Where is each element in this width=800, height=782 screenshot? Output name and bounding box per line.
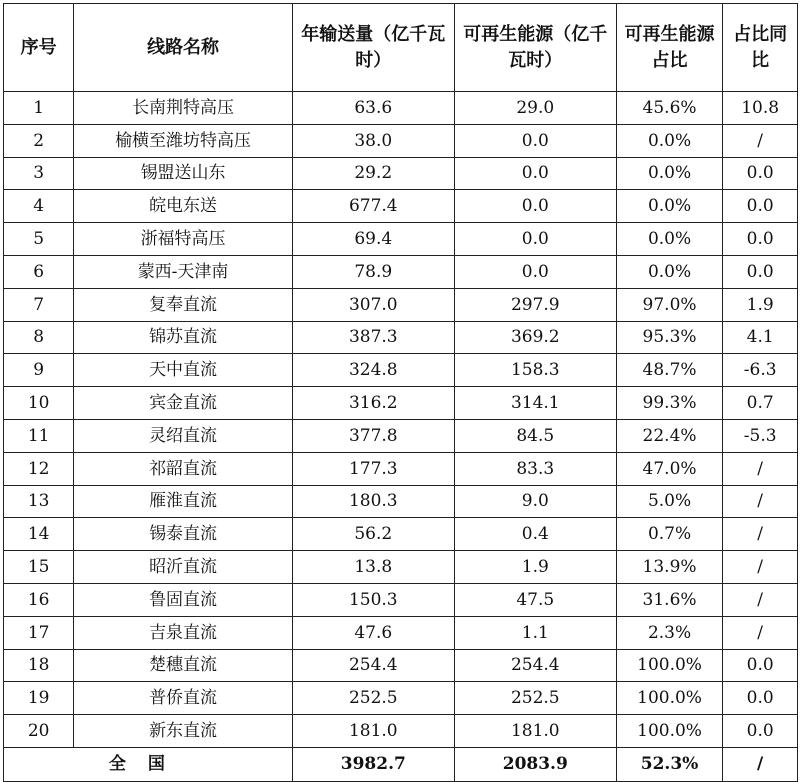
cell-annual-volume: 29.2 — [292, 157, 454, 190]
cell-yoy: / — [723, 452, 798, 485]
cell-yoy: 4.1 — [723, 321, 798, 354]
cell-renewable-share: 99.3% — [616, 387, 723, 420]
cell-line-name: 灵绍直流 — [74, 419, 292, 452]
cell-yoy: 0.0 — [723, 715, 798, 748]
cell-line-name: 榆横至潍坊特高压 — [74, 124, 292, 157]
cell-renewable-share: 97.0% — [616, 288, 723, 321]
cell-yoy: 0.0 — [723, 255, 798, 288]
cell-renewable: 83.3 — [454, 452, 616, 485]
cell-yoy: 0.7 — [723, 387, 798, 420]
cell-annual-volume: 38.0 — [292, 124, 454, 157]
table-row — [4, 682, 798, 715]
cell-renewable: 0.0 — [454, 255, 616, 288]
cell-renewable: 84.5 — [454, 419, 616, 452]
cell-renewable-share: 0.0% — [616, 223, 723, 256]
cell-renewable-share: 45.6% — [616, 92, 723, 125]
cell-renewable: 314.1 — [454, 387, 616, 420]
header-line-name: 线路名称 — [74, 4, 292, 92]
cell-renewable: 0.0 — [454, 124, 616, 157]
cell-line-name: 锦苏直流 — [74, 321, 292, 354]
transmission-table — [3, 3, 798, 782]
cell-renewable: 9.0 — [454, 485, 616, 518]
table-row — [4, 583, 798, 616]
cell-line-name: 皖电东送 — [74, 190, 292, 223]
cell-renewable: 1.1 — [454, 616, 616, 649]
cell-line-name: 雁淮直流 — [74, 485, 292, 518]
total-row — [4, 747, 798, 781]
cell-renewable: 29.0 — [454, 92, 616, 125]
cell-seq: 17 — [4, 616, 74, 649]
cell-seq: 19 — [4, 682, 74, 715]
cell-annual-volume: 316.2 — [292, 387, 454, 420]
table-row — [4, 92, 798, 125]
cell-annual-volume: 150.3 — [292, 583, 454, 616]
cell-renewable-share: 22.4% — [616, 419, 723, 452]
cell-renewable-share: 48.7% — [616, 354, 723, 387]
cell-annual-volume: 180.3 — [292, 485, 454, 518]
cell-annual-volume: 13.8 — [292, 551, 454, 584]
table-row — [4, 190, 798, 223]
cell-annual-volume: 181.0 — [292, 715, 454, 748]
cell-yoy: 0.0 — [723, 190, 798, 223]
cell-seq: 14 — [4, 518, 74, 551]
cell-yoy: / — [723, 616, 798, 649]
cell-renewable-share: 95.3% — [616, 321, 723, 354]
cell-line-name: 复奉直流 — [74, 288, 292, 321]
cell-yoy: 0.0 — [723, 682, 798, 715]
cell-annual-volume: 252.5 — [292, 682, 454, 715]
cell-yoy: 10.8 — [723, 92, 798, 125]
cell-yoy: 0.0 — [723, 649, 798, 682]
cell-renewable-share: 0.0% — [616, 190, 723, 223]
cell-line-name: 昭沂直流 — [74, 551, 292, 584]
cell-renewable-share: 100.0% — [616, 715, 723, 748]
cell-seq: 13 — [4, 485, 74, 518]
cell-seq: 11 — [4, 419, 74, 452]
table-row — [4, 485, 798, 518]
table-row — [4, 551, 798, 584]
table-row — [4, 288, 798, 321]
total-yoy: / — [723, 747, 798, 781]
cell-line-name: 蒙西-天津南 — [74, 255, 292, 288]
cell-yoy: -5.3 — [723, 419, 798, 452]
cell-renewable: 0.0 — [454, 223, 616, 256]
table-row — [4, 223, 798, 256]
cell-seq: 1 — [4, 92, 74, 125]
cell-annual-volume: 307.0 — [292, 288, 454, 321]
cell-renewable-share: 100.0% — [616, 649, 723, 682]
cell-seq: 10 — [4, 387, 74, 420]
cell-seq: 6 — [4, 255, 74, 288]
cell-renewable: 297.9 — [454, 288, 616, 321]
cell-renewable-share: 0.7% — [616, 518, 723, 551]
cell-annual-volume: 254.4 — [292, 649, 454, 682]
cell-yoy: / — [723, 485, 798, 518]
table-row — [4, 649, 798, 682]
header-renewable: 可再生能源（亿千瓦时） — [454, 4, 616, 92]
cell-yoy: 1.9 — [723, 288, 798, 321]
cell-renewable: 0.4 — [454, 518, 616, 551]
cell-line-name: 鲁固直流 — [74, 583, 292, 616]
cell-seq: 8 — [4, 321, 74, 354]
cell-renewable-share: 13.9% — [616, 551, 723, 584]
cell-yoy: / — [723, 124, 798, 157]
table-row — [4, 452, 798, 485]
cell-line-name: 浙福特高压 — [74, 223, 292, 256]
cell-annual-volume: 677.4 — [292, 190, 454, 223]
header-yoy: 占比同比 — [723, 4, 798, 92]
table-row — [4, 255, 798, 288]
table-row — [4, 387, 798, 420]
cell-line-name: 锡盟送山东 — [74, 157, 292, 190]
cell-line-name: 吉泉直流 — [74, 616, 292, 649]
table-row — [4, 124, 798, 157]
cell-line-name: 宾金直流 — [74, 387, 292, 420]
table-row — [4, 419, 798, 452]
cell-line-name: 新东直流 — [74, 715, 292, 748]
header-seq: 序号 — [4, 4, 74, 92]
table-row — [4, 157, 798, 190]
cell-renewable: 47.5 — [454, 583, 616, 616]
cell-renewable-share: 0.0% — [616, 157, 723, 190]
cell-seq: 20 — [4, 715, 74, 748]
total-renewable: 2083.9 — [454, 747, 616, 781]
cell-yoy: 0.0 — [723, 223, 798, 256]
total-label: 全国 — [4, 747, 293, 781]
cell-yoy: / — [723, 583, 798, 616]
cell-annual-volume: 47.6 — [292, 616, 454, 649]
cell-seq: 2 — [4, 124, 74, 157]
cell-renewable-share: 2.3% — [616, 616, 723, 649]
cell-line-name: 长南荆特高压 — [74, 92, 292, 125]
cell-yoy: -6.3 — [723, 354, 798, 387]
cell-renewable-share: 0.0% — [616, 255, 723, 288]
cell-seq: 7 — [4, 288, 74, 321]
cell-annual-volume: 63.6 — [292, 92, 454, 125]
cell-line-name: 祁韶直流 — [74, 452, 292, 485]
cell-line-name: 楚穗直流 — [74, 649, 292, 682]
total-share: 52.3% — [616, 747, 723, 781]
cell-seq: 12 — [4, 452, 74, 485]
cell-renewable: 1.9 — [454, 551, 616, 584]
table-row — [4, 616, 798, 649]
cell-seq: 5 — [4, 223, 74, 256]
total-annual: 3982.7 — [292, 747, 454, 781]
table-row — [4, 321, 798, 354]
cell-renewable: 0.0 — [454, 190, 616, 223]
cell-seq: 16 — [4, 583, 74, 616]
cell-yoy: / — [723, 518, 798, 551]
table-row — [4, 715, 798, 748]
header-annual-volume: 年输送量（亿千瓦时） — [292, 4, 454, 92]
table-row — [4, 518, 798, 551]
cell-annual-volume: 377.8 — [292, 419, 454, 452]
cell-renewable: 181.0 — [454, 715, 616, 748]
header-row — [4, 4, 798, 92]
cell-yoy: / — [723, 551, 798, 584]
cell-renewable-share: 0.0% — [616, 124, 723, 157]
cell-renewable: 254.4 — [454, 649, 616, 682]
table-row — [4, 354, 798, 387]
cell-line-name: 天中直流 — [74, 354, 292, 387]
cell-seq: 4 — [4, 190, 74, 223]
header-renewable-share: 可再生能源占比 — [616, 4, 723, 92]
cell-renewable-share: 5.0% — [616, 485, 723, 518]
cell-renewable-share: 47.0% — [616, 452, 723, 485]
cell-renewable-share: 31.6% — [616, 583, 723, 616]
cell-renewable: 369.2 — [454, 321, 616, 354]
cell-line-name: 普侨直流 — [74, 682, 292, 715]
cell-annual-volume: 69.4 — [292, 223, 454, 256]
cell-renewable: 252.5 — [454, 682, 616, 715]
cell-renewable-share: 100.0% — [616, 682, 723, 715]
cell-yoy: 0.0 — [723, 157, 798, 190]
cell-annual-volume: 387.3 — [292, 321, 454, 354]
cell-annual-volume: 78.9 — [292, 255, 454, 288]
cell-seq: 18 — [4, 649, 74, 682]
cell-annual-volume: 56.2 — [292, 518, 454, 551]
cell-annual-volume: 177.3 — [292, 452, 454, 485]
cell-renewable: 158.3 — [454, 354, 616, 387]
cell-line-name: 锡泰直流 — [74, 518, 292, 551]
cell-seq: 9 — [4, 354, 74, 387]
cell-seq: 3 — [4, 157, 74, 190]
cell-renewable: 0.0 — [454, 157, 616, 190]
cell-annual-volume: 324.8 — [292, 354, 454, 387]
cell-seq: 15 — [4, 551, 74, 584]
